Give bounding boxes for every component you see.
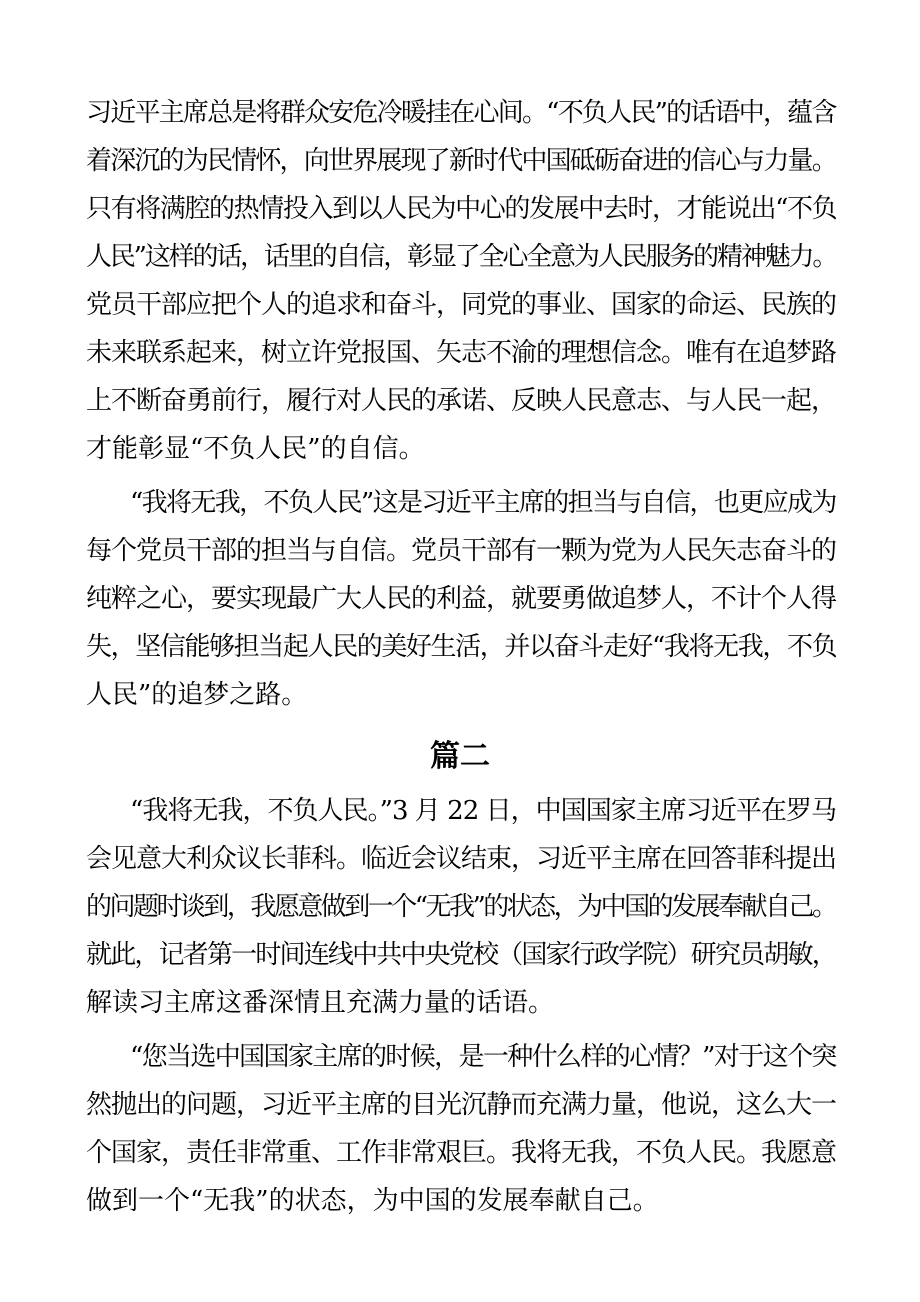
- section-heading: 篇二: [430, 739, 490, 774]
- text-line: “您当选中国国家主席的时候，是一种什么样的心情？”对于这个突: [130, 1042, 836, 1072]
- text-line: 会见意大利众议长菲科。临近会议结束，习近平主席在回答菲科提出: [86, 844, 837, 874]
- text-line: 着深沉的为民情怀，向世界展现了新时代中国砥砺奋进的信心与力量。: [86, 146, 836, 176]
- text-line: 失，坚信能够担当起人民的美好生活，并以奋斗走好“我将无我，不负: [86, 632, 837, 662]
- text-line: 就此，记者第一时间连线中共中央党校（国家行政学院）研究员胡敏，: [86, 940, 836, 970]
- text-line: 只有将满腔的热情投入到以人民为中心的发展中去时，才能说出“不负: [86, 194, 837, 224]
- text-line: 解读习主席这番深情且充满力量的话语。: [86, 988, 555, 1018]
- text-line: 党员干部应把个人的追求和奋斗，同党的事业、国家的命运、民族的: [86, 290, 837, 320]
- text-line: 做到一个“无我”的状态，为中国的发展奉献自己。: [86, 1186, 659, 1216]
- text-line: 习近平主席总是将群众安危冷暖挂在心间。“不负人民”的话语中，蕴含: [86, 98, 836, 128]
- text-line: 上不断奋勇前行，履行对人民的承诺、反映人民意志、与人民一起，: [86, 386, 837, 416]
- text-line: “我将无我，不负人民”这是习近平主席的担当与自信，也更应成为: [130, 488, 836, 518]
- text-line: “我将无我，不负人民。”3 月 22 日，中国国家主席习近平在罗马: [130, 796, 836, 826]
- text-line: 然抛出的问题，习近平主席的目光沉静而充满力量，他说，这么大一: [86, 1090, 837, 1120]
- text-line: 人民”的追梦之路。: [86, 680, 308, 710]
- text-line: 个国家，责任非常重、工作非常艰巨。我将无我，不负人民。我愿意: [86, 1138, 837, 1168]
- text-line: 人民”这样的话，话里的自信，彰显了全心全意为人民服务的精神魅力。: [86, 242, 837, 272]
- text-line: 的问题时谈到，我愿意做到一个“无我”的状态，为中国的发展奉献自己。: [86, 892, 836, 922]
- text-line: 未来联系起来，树立许党报国、矢志不渝的理想信念。唯有在追梦路: [86, 338, 837, 368]
- text-line: 每个党员干部的担当与自信。党员干部有一颗为党为人民矢志奋斗的: [86, 536, 837, 566]
- text-line: 纯粹之心，要实现最广大人民的利益，就要勇做追梦人，不计个人得: [86, 584, 837, 614]
- text-line: 才能彰显“不负人民”的自信。: [86, 434, 425, 464]
